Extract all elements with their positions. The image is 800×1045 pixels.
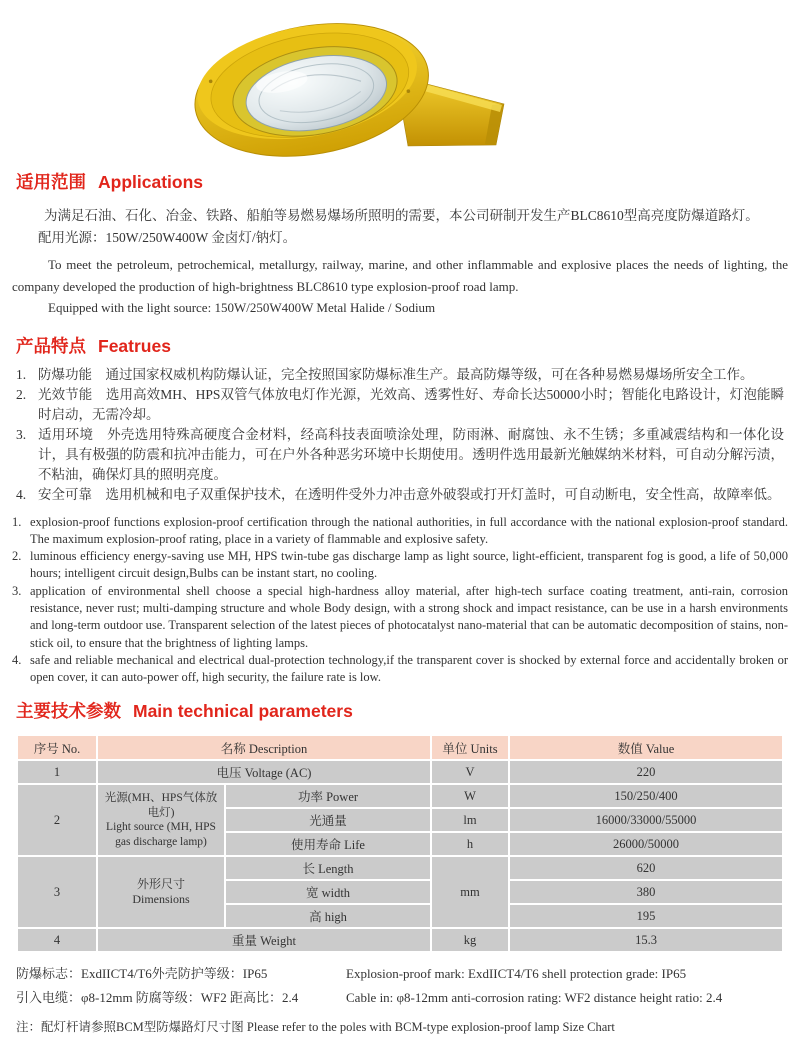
feature-zh-item-4 xyxy=(16,485,784,505)
cell-height-value: 195 xyxy=(509,904,783,928)
cell-flux-param: 光通量 xyxy=(225,808,431,832)
feature-en-item-1 xyxy=(12,514,788,549)
cell-dimensions-no: 3 xyxy=(17,856,97,928)
table-header-row xyxy=(17,735,783,760)
cell-length-value: 620 xyxy=(509,856,783,880)
applications-en-lightsource: Equipped with the light source: 150W/250W400W Metal Halide / Sodium xyxy=(48,300,436,315)
cell-life-value: 26000/50000 xyxy=(509,832,783,856)
feature-zh-text-4: 安全可靠 选用机械和电子双重保护技术，在透明件受外力冲击意外破裂或打开灯盖时，可自动断电，安全性高，故障率低。 xyxy=(38,486,781,502)
footer-cable-zh: 引入电缆：φ8-12mm 防腐等级：WF2 距高比：2.4 xyxy=(16,990,299,1006)
footer-cable-en: Cable in: φ8-12mm anti-corrosion rating: WF2 distance height ratio: 2.4 xyxy=(346,990,723,1006)
table-row-length xyxy=(17,856,783,880)
cell-flux-value: 16000/33000/55000 xyxy=(509,808,783,832)
cell-weight-name: 重量 Weight xyxy=(97,928,431,952)
feature-en-num-3: 3. xyxy=(12,583,22,598)
feature-en-num-1: 1. xyxy=(12,514,22,529)
applications-heading-zh: 适用范围 xyxy=(16,172,86,192)
feature-zh-text-2: 光效节能 选用高效MH、HPS双管气体放电灯作光源，光效高、透雾性好、寿命长达50000小时；智能化电路设计，灯泡能瞬时启动，无需冷却。 xyxy=(38,386,784,422)
cell-width-param: 宽 width xyxy=(225,880,431,904)
feature-en-num-2: 2. xyxy=(12,549,22,564)
feature-en-text-3: application of environmental shell choose a special high-hardness alloy material, after high-tech surface coating treatment, anti-rain, corrosion resistance, never rust; multi-damping structure and whole Body design, with a strong shock and impact resistance, can be use in a harsh environments and long-term outdoor use. Transparent selection of the latest pieces of photocatalyst nano-material that can be automatic decomposition of stains, non-stick oil, to ensure that the brightness of lighting lamps. xyxy=(30,583,788,650)
footer-mark-en: Explosion-proof mark: ExdIICT4/T6 shell protection grade: IP65 xyxy=(346,966,687,982)
cell-life-param: 使用寿命 Life xyxy=(225,832,431,856)
cell-dimensions-unit: mm xyxy=(431,856,509,928)
features-list-zh xyxy=(16,365,784,505)
cell-voltage-value: 220 xyxy=(509,760,783,784)
lightsource-en: Light source (MH, HPS gas discharge lamp) xyxy=(106,821,216,848)
feature-en-item-4 xyxy=(12,652,788,687)
cell-power-value: 150/250/400 xyxy=(509,784,783,808)
footer xyxy=(16,962,784,1037)
cell-power-param: 功率 Power xyxy=(225,784,431,808)
feature-en-text-4: safe and reliable mechanical and electrical dual-protection technology,if the transparent cover is shocked by external force and accidentally broken or open cover, it can auto-power off, high security, the failure rate is low. xyxy=(30,652,788,685)
cell-weight-no: 4 xyxy=(17,928,97,952)
feature-en-num-4: 4. xyxy=(12,652,22,667)
table-row-power xyxy=(17,784,783,808)
cell-length-param: 长 Length xyxy=(225,856,431,880)
cell-voltage-unit: V xyxy=(431,760,509,784)
feature-zh-item-1 xyxy=(16,365,784,385)
cell-lightsource-group xyxy=(97,784,225,856)
cell-height-param: 高 high xyxy=(225,904,431,928)
feature-zh-num-3: 3. xyxy=(16,426,27,442)
applications-heading-en: Applications xyxy=(98,172,204,192)
header-no: 序号 No. xyxy=(17,735,97,760)
product-photo xyxy=(0,0,800,170)
applications-heading xyxy=(16,170,800,194)
feature-zh-text-3: 适用环境 外壳选用特殊高硬度合金材料，经高科技表面喷涂处理，防雨淋、耐腐蚀、永不生锈；多重减震结构和一体化设计，具有极强的防震和抗冲击能力，可在户外各种恶劣环境中长期使用。透明件选用最新光触媒纳米材料，可自动分解污渍，不粘油，确保灯具的照明亮度。 xyxy=(38,426,784,482)
footer-right-column xyxy=(346,962,722,1010)
feature-zh-item-3 xyxy=(16,425,784,485)
cell-weight-unit: kg xyxy=(431,928,509,952)
feature-zh-item-2 xyxy=(16,385,784,425)
footer-left-column xyxy=(16,962,346,1010)
table-row-weight xyxy=(17,928,783,952)
parameters-table xyxy=(16,734,784,953)
features-list-en xyxy=(12,514,788,687)
features-heading-zh: 产品特点 xyxy=(16,335,86,356)
section-applications xyxy=(0,170,800,319)
cell-power-unit: W xyxy=(431,784,509,808)
feature-zh-num-2: 2. xyxy=(16,386,27,402)
cell-lightsource-no: 2 xyxy=(17,784,97,856)
features-heading-en: Featrues xyxy=(98,335,171,356)
header-description: 名称 Description xyxy=(97,735,431,760)
feature-en-text-2: luminous efficiency energy-saving use MH, HPS twin-tube gas discharge lamp as light source, light-efficient, transparent fog is good, a life of 50,000 hours; intelligent circuit design,Bulbs can be instant start, no cooling. xyxy=(30,549,788,581)
footer-mark-zh: 防爆标志：ExdIICT4/T6外壳防护等级：IP65 xyxy=(16,966,268,982)
applications-en-paragraph: To meet the petroleum, petrochemical, metallurgy, railway, marine, and other inflammable and explosive places the needs of lighting, the company developed the production of high-brightness BLC8610 type explosion-proof road lamp. xyxy=(12,257,788,294)
header-units: 单位 Units xyxy=(431,735,509,760)
parameters-heading-zh: 主要技术参数 xyxy=(16,701,121,722)
feature-zh-num-4: 4. xyxy=(16,486,27,502)
feature-zh-num-1: 1. xyxy=(16,366,27,382)
feature-en-text-1: explosion-proof functions explosion-proof certification through the national authorities, in full accordance with the national explosion-proof standard. The maximum explosion-proof rating, place in a variety of flammable and explosive safety. xyxy=(30,514,788,546)
cell-voltage-name: 电压 Voltage (AC) xyxy=(97,760,431,784)
parameters-heading-en: Main technical parameters xyxy=(133,701,353,722)
applications-zh-lightsource: 配用光源：150W/250W400W 金卤灯/钠灯。 xyxy=(38,230,297,245)
table-row-voltage xyxy=(17,760,783,784)
lightsource-zh: 光源(MH、HPS气体放电灯) xyxy=(104,792,218,819)
header-value: 数值 Value xyxy=(509,735,783,760)
applications-zh-paragraph: 为满足石油、石化、冶金、铁路、船舶等易燃易爆场所照明的需要，本公司研制开发生产BLC8610型高亮度防爆道路灯。 xyxy=(44,208,759,223)
dimensions-zh: 外形尺寸 xyxy=(136,877,185,892)
footer-columns xyxy=(16,962,784,1010)
cell-life-unit: h xyxy=(431,832,509,856)
cell-width-value: 380 xyxy=(509,880,783,904)
feature-en-item-2 xyxy=(12,548,788,583)
dimensions-en: Dimensions xyxy=(132,892,190,907)
section-features xyxy=(0,334,800,687)
cell-voltage-no: 1 xyxy=(17,760,97,784)
features-heading xyxy=(16,334,800,358)
lamp-image xyxy=(156,4,616,164)
feature-zh-text-1: 防爆功能 通过国家权威机构防爆认证，完全按照国家防爆标准生产。最高防爆等级，可在各种易燃易爆场所安全工作。 xyxy=(38,366,754,382)
footer-note: 注：配灯杆请参照BCM型防爆路灯尺寸图 Please refer to the poles with BCM-type explosion-proof lamp Size Chart xyxy=(16,1020,615,1035)
cell-flux-unit: lm xyxy=(431,808,509,832)
lamp-head xyxy=(184,6,439,164)
section-parameters xyxy=(0,699,800,953)
cell-dimensions-group xyxy=(97,856,225,928)
feature-en-item-3 xyxy=(12,583,788,652)
parameters-heading xyxy=(16,699,800,723)
parameters-table-wrap xyxy=(16,734,784,953)
cell-weight-value: 15.3 xyxy=(509,928,783,952)
